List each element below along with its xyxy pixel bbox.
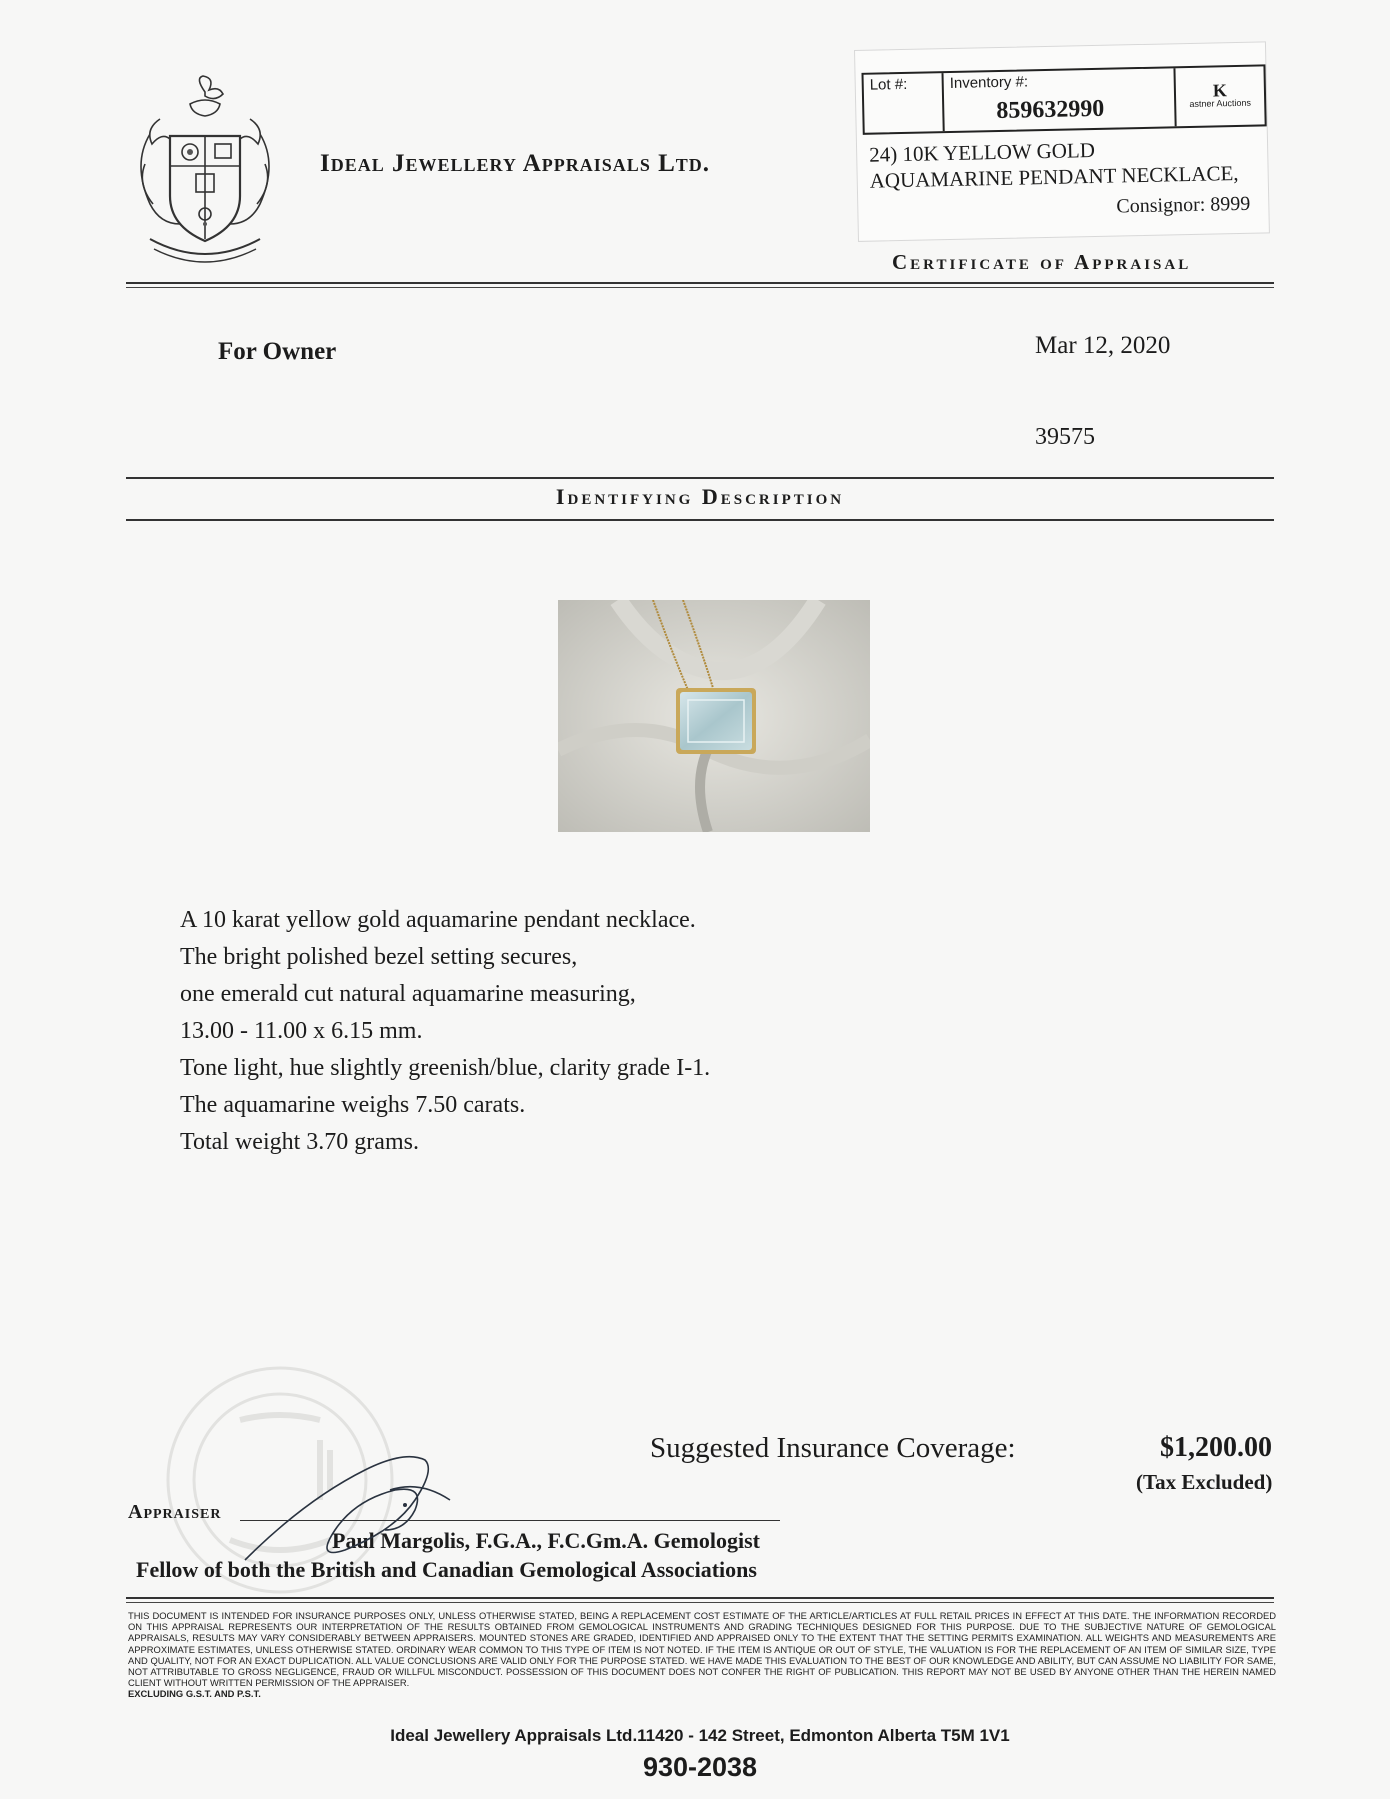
inventory-label: Inventory #: <box>949 73 1029 93</box>
divider <box>126 1597 1274 1599</box>
divider <box>126 477 1274 479</box>
divider <box>126 519 1274 521</box>
label-grid <box>861 64 1266 134</box>
description-line: Tone light, hue slightly greenish/blue, clarity grade I-1. <box>180 1055 711 1081</box>
divider <box>126 282 1274 284</box>
coat-of-arms-icon <box>130 74 280 274</box>
appraisal-date: Mar 12, 2020 <box>1035 332 1171 359</box>
lot-cell <box>864 73 945 133</box>
company-address: Ideal Jewellery Appraisals Ltd.11420 - 142 Street, Edmonton Alberta T5M 1V1 <box>390 1726 1010 1745</box>
divider <box>126 1602 1274 1603</box>
disclaimer <box>128 1610 1276 1700</box>
aquamarine-pendant-photo <box>558 600 870 832</box>
insurance-value: $1,200.00 <box>1160 1432 1272 1463</box>
consignor: Consignor: 8999 <box>1116 192 1251 218</box>
description-line: The aquamarine weighs 7.50 carats. <box>180 1092 526 1118</box>
logo-mark: K <box>1212 79 1228 100</box>
inventory-number: 859632990 <box>996 95 1105 125</box>
description-line: The bright polished bezel setting secures, <box>180 944 578 970</box>
auction-label <box>854 41 1270 242</box>
logo-name: astner Auctions <box>1189 97 1252 109</box>
appraiser-credentials: Fellow of both the British and Canadian Gemological Associations <box>136 1557 757 1582</box>
recipient: For Owner <box>218 338 337 365</box>
appraiser-label: Appraiser <box>128 1501 222 1523</box>
reference-number: 39575 <box>1035 424 1095 450</box>
description-line: A 10 karat yellow gold aquamarine pendant necklace. <box>180 907 696 933</box>
label-line-2: AQUAMARINE PENDANT NECKLACE, <box>869 160 1239 193</box>
tax-exclusion: EXCLUDING G.S.T. AND P.S.T. <box>128 1688 261 1700</box>
disclaimer-text: THIS DOCUMENT IS INTENDED FOR INSURANCE PURPOSES ONLY, UNLESS OTHERWISE STATED, BEING A REPLACEMENT COST ESTIMATE OF THE ARTICLE/ARTICLES AT FULL RETAIL PRICES IN EFFECT AT THIS DATE. THE INFORMATION RECORDED ON THIS APPRAISAL REPRESENTS OUR INTERPRETATION OF THE RESULTS OBTAINED FROM GEMOLOGICAL INSTRUMENTS AND GRADING TECHNIQUES DESIGNED FOR THIS PURPOSE. DUE TO THE SUBJECTIVE NATURE OF GEMOLOGICAL APPRAISALS, RESULTS MAY VARY CONSIDERABLY BETWEEN APPRAISERS. MOUNTED STONES ARE GRADED, IDENTIFIED AND APPRAISED ONLY TO THE EXTENT THAT THE SETTING PERMITS EXAMINATION. ALL WEIGHTS AND MEASUREMENTS ARE APPROXIMATE ESTIMATES, UNLESS OTHERWISE STATED. ORDINARY WEAR COMMON TO THIS TYPE OF ITEM IS NOT NOTED. IF THE ITEM IS ANTIQUE OR OUT OF STYLE, THE VALUATION IS FOR THE REPLACEMENT OF AN ITEM OF SIMILAR SIZE, TYPE AND QUALITY, NOT FOR AN EXACT DUPLICATION. ALL VALUE CONCLUSIONS ARE VALID ONLY FOR THE PURPOSE STATED. WE HAVE MADE THIS EVALUATION TO THE BEST OF OUR KNOWLEDGE AND ABILITY, BUT CAN ASSUME NO LIABILITY FOR SAME, NOT ATTRIBUTABLE TO GROSS NEGLIGENCE, FRAUD OR WILLFUL MISCONDUCT. POSSESSION OF THIS DOCUMENT DOES NOT CONFER THE RIGHT OF PUBLICATION. THIS REPORT MAY NOT BE USED BY ANYONE OTHER THAN THE HEREIN NAMED CLIENT WITHOUT WRITTEN PERMISSION OF THE APPRAISER. <box>128 1610 1276 1689</box>
divider <box>126 287 1274 288</box>
label-line-1: 24) 10K YELLOW GOLD <box>868 137 1096 167</box>
appraiser-name: Paul Margolis, F.G.A., F.C.Gm.A. Gemologist <box>332 1528 760 1553</box>
auction-logo <box>1175 66 1264 126</box>
auction-logo-text <box>1189 79 1252 109</box>
description-line: 13.00 - 11.00 x 6.15 mm. <box>180 1018 423 1044</box>
company-phone: 930-2038 <box>642 1752 758 1782</box>
description-line: Total weight 3.70 grams. <box>180 1129 419 1155</box>
signature-icon <box>240 1450 470 1570</box>
inventory-cell <box>944 68 1177 131</box>
item-description <box>180 902 710 1161</box>
insurance-label: Suggested Insurance Coverage: <box>650 1432 1016 1464</box>
description-line: one emerald cut natural aquamarine measuring, <box>180 981 636 1007</box>
company-name: Ideal Jewellery Appraisals Ltd. <box>320 150 711 177</box>
tax-note: (Tax Excluded) <box>1136 1470 1273 1494</box>
certificate-title: Certificate of Appraisal <box>892 250 1192 274</box>
lot-label: Lot #: <box>869 75 908 94</box>
section-title: Identifying Description <box>555 484 845 509</box>
